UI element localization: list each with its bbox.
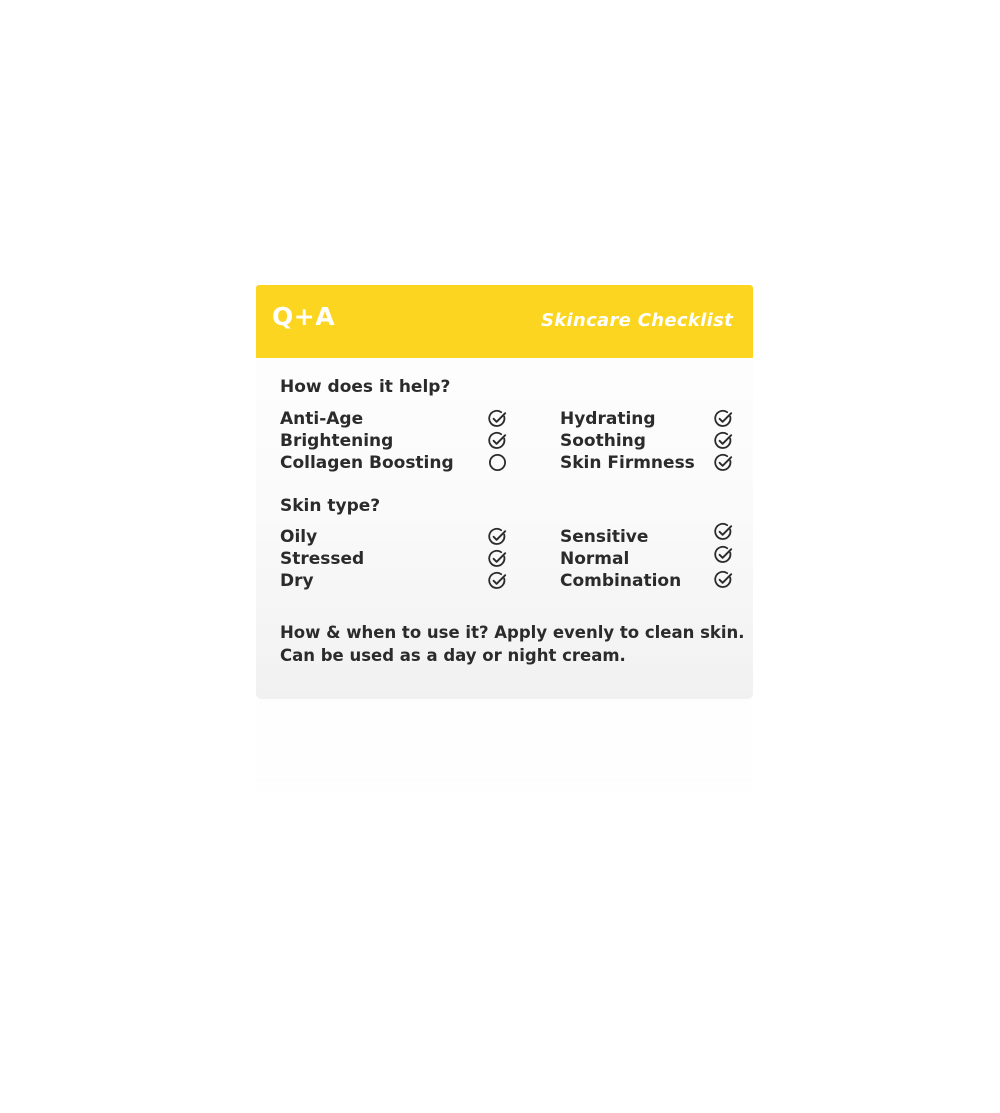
skin-item-dry: Dry: [280, 571, 314, 591]
help-item-soothing: Soothing: [560, 431, 646, 451]
circle-check-icon: [488, 431, 507, 450]
circle-check-icon: [714, 545, 733, 564]
skin-type-question: Skin type?: [280, 496, 381, 516]
help-item-skin-firmness: Skin Firmness: [560, 453, 695, 473]
circle-check-icon: [714, 522, 733, 541]
usage-line-2: Can be used as a day or night cream.: [280, 646, 626, 665]
help-item-brightening: Brightening: [280, 431, 394, 451]
header-title: Skincare Checklist: [540, 310, 733, 331]
circle-check-icon: [488, 571, 507, 590]
skin-item-stressed: Stressed: [280, 549, 365, 569]
circle-check-icon: [714, 453, 733, 472]
checklist-card: [256, 285, 753, 699]
brand-logo: Q+A: [272, 302, 336, 331]
circle-check-icon: [714, 570, 733, 589]
skin-item-sensitive: Sensitive: [560, 527, 649, 547]
help-item-collagen-boosting: Collagen Boosting: [280, 453, 454, 473]
reflection-fade: [256, 699, 753, 879]
skin-item-oily: Oily: [280, 527, 318, 547]
skin-item-combination: Combination: [560, 571, 682, 591]
help-item-hydrating: Hydrating: [560, 409, 656, 429]
usage-line-1: How & when to use it? Apply evenly to clean skin.: [280, 623, 745, 642]
empty-circle-icon: [488, 453, 507, 472]
help-question: How does it help?: [280, 377, 451, 397]
card-header: [256, 285, 753, 358]
circle-check-icon: [488, 409, 507, 428]
card-body: [256, 358, 753, 699]
circle-check-icon: [488, 527, 507, 546]
circle-check-icon: [714, 431, 733, 450]
help-item-anti-age: Anti-Age: [280, 409, 364, 429]
skin-item-normal: Normal: [560, 549, 630, 569]
circle-check-icon: [714, 409, 733, 428]
circle-check-icon: [488, 549, 507, 568]
